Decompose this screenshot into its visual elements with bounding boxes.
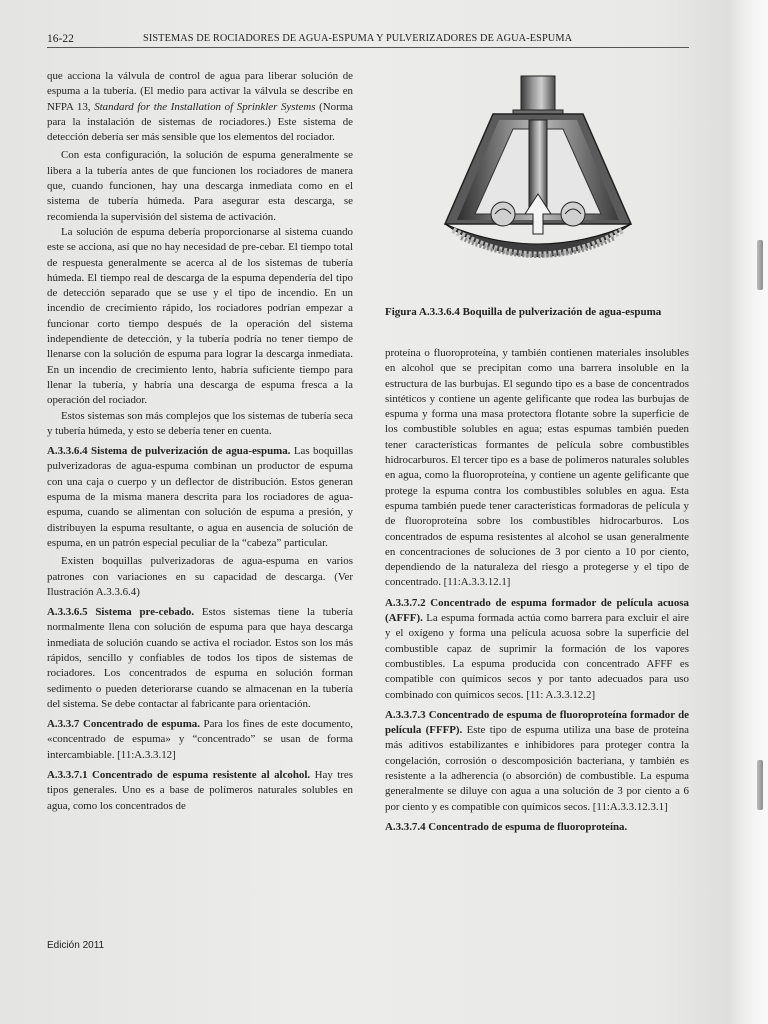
running-title: SISTEMAS DE ROCIADORES DE AGUA-ESPUMA Y PULVERIZADORES DE AGUA-ESPUMA [143, 33, 573, 44]
binder-clip-bottom [757, 760, 763, 810]
left-column [47, 69, 353, 817]
right-column [385, 346, 689, 838]
figure-caption: Figura A.3.3.6.4 Boquilla de pulverización de agua-espuma [385, 306, 662, 318]
running-header [47, 33, 689, 48]
section-a3365: A.3.3.6.5 Sistema pre-cebado. Estos sistemas tiene la tubería normalmente llena con solución de espuma para que haya descarga inmediata de solución cuando se activa el rociador. Estos son los más rápidos, sencillo y confiables de todos los tipos de sistemas de rociadores. Los concentrados de espuma en solución forman sedimento o pueden deteriorarse cuando se almacenan en la tubería del sistema. Se debe contactar al fabricante para orientación. [47, 606, 353, 710]
section-a3373: A.3.3.7.3 Concentrado de espuma de fluoroproteína formador de película (FFFP). Este tipo de espuma utiliza una base de proteína más aditivos estabilizantes e inhibidores para proteger contra la congelación, corrosión o descomposición bacteriana, y también es resistente a la adherencia (o absorción) de combustible. La espuma generalmente se diluye con agua a una solución de 3 por ciento a 6 por ciento y es compatible con químicos secos. [11:A.3.3.12.3.1] [385, 708, 689, 813]
spray-nozzle-illustration [433, 74, 643, 284]
standard-title: Standard for the Installation of Sprinkler Systems [94, 100, 316, 113]
section-heading: A.3.3.7.4 Concentrado de espuma de fluoroproteína. [385, 820, 628, 833]
page-number: 16-22 [47, 33, 74, 45]
section-a3374 [385, 820, 689, 835]
section-heading: A.3.3.7.2 Concentrado de espuma formador de película acuosa (AFFF). [385, 596, 689, 625]
paragraph: proteína o fluoroproteína, y también contienen materiales insolubles en alcohol que se precipitan como una barrera insoluble en la estructura de las burbujas. El segundo tipo es a base de concentrados sintéticos y contiene un agente gelificante que rodea las burbujas de espuma y forma una masa protectora flotante sobre la superficie de los combustible solubles en agua; estas espumas también pueden tener características formantes de película sobre combustibles hidrocarburos. El tercer tipo es a base de polímeros naturales solubles en agua, como la fluoroproteína, y contiene un agente gelificante que protege la espuma contra los combustibles solubles en agua. Esta espuma también puede tener características formadoras de película y de fluoroproteína sobre los combustibles hidrocarburos. Los concentrados de espuma resistentes al alcohol se usan generalmente en concentraciones de soluciones de 3 por ciento a 10 por ciento, dependiendo de la naturaleza del riesgo a protegerse y el tipo de concentrado. [11:A.3.3.12.1] [385, 347, 689, 589]
section-heading: A.3.3.7.3 Concentrado de espuma de fluoroproteína formador de película (FFFP). [385, 708, 689, 737]
section-heading: A.3.3.6.4 Sistema de pulverización de agua-espuma. [47, 445, 291, 458]
paragraph: Estos sistemas son más complejos que los sistemas de tubería seca y tubería húmeda, y esto se debería tener en cuenta. [47, 409, 353, 437]
section-heading: A.3.3.7.1 Concentrado de espuma resistente al alcohol. [47, 769, 311, 782]
paragraph: Con esta configuración, la solución de espuma generalmente se libera a la tubería antes de que funcionen los rociadores de manera que, cuando funcionen, hay una descarga inmediata como en el sistema de tubería húmeda. Para asegurar esta descarga, se recomienda la supervisión del sistema de activación. [47, 149, 353, 223]
section-a337: A.3.3.7 Concentrado de espuma. Para los fines de este documento, «concentrado de espuma» y “concentrado” se usan de forma intercambiable. [11:A.3.3.12] [47, 718, 353, 761]
section-a3364: A.3.3.6.4 Sistema de pulverización de agua-espuma. Las boquillas pulverizadoras de agua-espuma combinan un productor de espuma con una caja o cuerpo y un deflector de distribución. Estos generan espuma de la misma manera descrita para los rociadores de agua-espuma, cuando se alimentan con solución de espuma a presión, y distribuyen la espuma resultante, o agua en ausencia de solución de espuma, en un patrón especial peculiar de la “cabeza” particular. [47, 445, 353, 549]
page-edge-shadow [728, 0, 768, 1024]
section-heading: A.3.3.6.5 Sistema pre-cebado. [47, 606, 195, 619]
binder-clip-top [757, 240, 763, 290]
section-a3371: A.3.3.7.1 Concentrado de espuma resistente al alcohol. Hay tres tipos generales. Uno es a base de polímeros naturales solubles en agua, como los concentrados de [47, 769, 353, 812]
paragraph: Existen boquillas pulverizadoras de agua-espuma en varios patrones con variaciones en su capacidad de descarga. (Ver Ilustración A.3.3.6.4) [47, 555, 353, 598]
edition-footer: Edición 2011 [47, 940, 105, 951]
section-heading: A.3.3.7 Concentrado de espuma. [47, 718, 200, 731]
paragraph: La solución de espuma debería proporcionarse al sistema cuando este se acciona, así que no hay necesidad de pre-cebar. El tiempo total de respuesta generalmente se acerca al de los sistemas de tubería húmeda. El tiempo real de descarga de la espuma dependería del tipo de detección separado que se use y el tipo de incendio. En un incendio de crecimiento rápido, los rociadores podrían empezar a funcionar corto tiempo después de la operación del sistema independiente de detección, y la tubería podría no tener tiempo de llenarse con la solución de espuma para lograr la descarga inmediata. En un incendio de crecimiento lento, habría suficiente tiempo para llenar la tubería, y habría una descarga de espuma fresca a la operación del rociador. [47, 225, 353, 407]
paragraph: que acciona la válvula de control de agua para liberar solución de espuma a la tubería. (El medio para activar la válvula se describe en NFPA 13, Standard for the Installation of Sprinkler Systems (Norma para la instalación de sistemas de rociadores.) Este sistema de detección debería ser más sensible que los elementos del rociador. [47, 70, 354, 144]
section-a3372: A.3.3.7.2 Concentrado de espuma formador de película acuosa (AFFF). La espuma formada actúa como barrera para excluir el aire y el oxígeno y forma una película acuosa sobre la superficie del combustible capaz de suprimir la formación de los vapores combustibles. La espuma producida con concentrado AFFF es compatible con químicos secos y por tanto adecuados para uso combinado con químicos secos. [11: A.3.3.12.2] [385, 596, 689, 701]
